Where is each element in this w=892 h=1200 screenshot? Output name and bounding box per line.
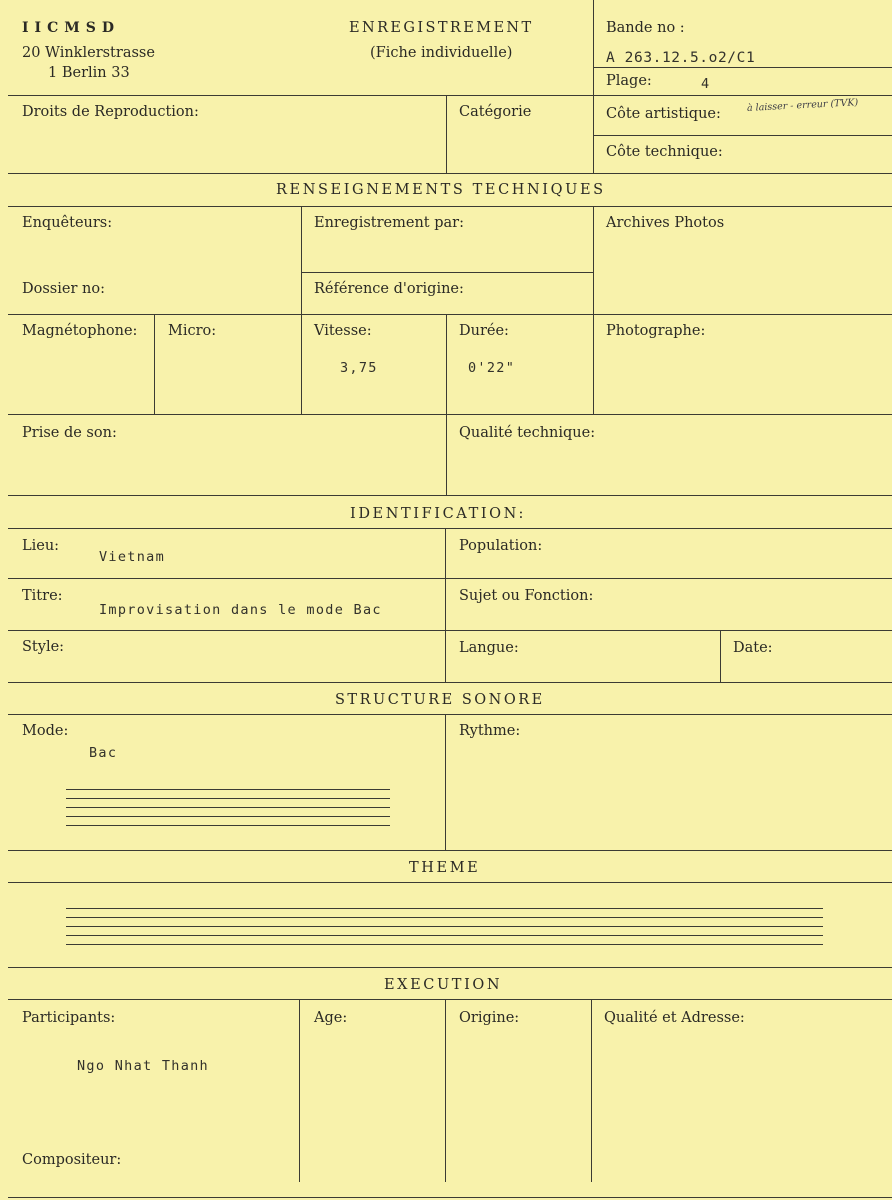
droits-label: Droits de Reproduction: (22, 104, 199, 120)
plage-value: 4 (701, 76, 710, 92)
rule-tech-title (8, 206, 892, 207)
rythme-label: Rythme: (459, 723, 521, 739)
mode-value: Bac (89, 745, 118, 761)
address-line-2: 1 Berlin 33 (48, 65, 130, 81)
rule-exec-title (8, 999, 892, 1000)
langue-label: Langue: (459, 640, 519, 656)
age-label: Age: (314, 1010, 348, 1026)
rule-mode (8, 850, 892, 851)
duree-label: Durée: (459, 323, 509, 339)
rule-tech-top (8, 173, 892, 174)
enregistrement-par-label: Enregistrement par: (314, 215, 464, 231)
origine-label: Origine: (459, 1010, 520, 1026)
photographe-label: Photographe: (606, 323, 706, 339)
magnetophone-label: Magnétophone: (22, 323, 138, 339)
address-line-1: 20 Winklerstrasse (22, 45, 155, 61)
vitesse-value: 3,75 (340, 360, 378, 376)
dossier-label: Dossier no: (22, 281, 105, 297)
rule-titre (8, 630, 892, 631)
population-label: Population: (459, 538, 543, 554)
participants-value: Ngo Nhat Thanh (77, 1058, 209, 1074)
rule-enreg (301, 272, 593, 273)
vline-exec-1 (299, 999, 300, 1182)
rule-magneto (8, 414, 892, 415)
theme-title: THEME (409, 860, 481, 876)
rule-ident-title (8, 528, 892, 529)
qualite-adresse-label: Qualité et Adresse: (604, 1010, 745, 1026)
execution-title: EXECUTION (384, 977, 503, 993)
vline-struct (445, 714, 446, 850)
duree-value: 0'22" (468, 360, 516, 376)
rule-style (8, 682, 892, 683)
rule-bande-value (593, 67, 892, 68)
cote-technique-label: Côte technique: (606, 144, 723, 160)
cote-artistique-note: à laisser - erreur (TVK) (746, 97, 859, 114)
reference-label: Référence d'origine: (314, 281, 464, 297)
date-label: Date: (733, 640, 773, 656)
rule-struct-title (8, 714, 892, 715)
rule-header-bottom (8, 95, 892, 96)
rule-theme-title (8, 882, 892, 883)
vline-vitesse (446, 314, 447, 495)
rule-bottom (8, 1197, 892, 1198)
enqueteurs-label: Enquêteurs: (22, 215, 113, 231)
titre-label: Titre: (22, 588, 63, 604)
bande-label: Bande no : (606, 20, 685, 36)
rule-cote (593, 135, 892, 136)
archives-photos-label: Archives Photos (606, 215, 725, 231)
lieu-label: Lieu: (22, 538, 60, 554)
vline-categorie (446, 95, 447, 173)
rule-theme-bottom (8, 967, 892, 968)
form-title: ENREGISTREMENT (349, 20, 534, 36)
plage-label: Plage: (606, 73, 652, 89)
lieu-value: Vietnam (99, 549, 165, 565)
structure-title: STRUCTURE SONORE (335, 692, 545, 708)
vline-exec-3 (591, 999, 592, 1182)
prise-de-son-label: Prise de son: (22, 425, 117, 441)
vline-header-right (593, 0, 594, 173)
vline-tech-1 (301, 206, 302, 414)
tech-section-title: RENSEIGNEMENTS TECHNIQUES (276, 182, 606, 198)
qualite-technique-label: Qualité technique: (459, 425, 596, 441)
categorie-label: Catégorie (459, 104, 532, 120)
rule-prise (8, 495, 892, 496)
sujet-label: Sujet ou Fonction: (459, 588, 594, 604)
cote-artistique-label: Côte artistique: (606, 106, 721, 122)
form-subtitle: (Fiche individuelle) (370, 45, 513, 61)
micro-label: Micro: (168, 323, 217, 339)
vline-exec-2 (445, 999, 446, 1182)
mode-staff (66, 789, 390, 829)
rule-lieu (8, 578, 892, 579)
vline-date (720, 630, 721, 682)
titre-value: Improvisation dans le mode Bac (99, 602, 382, 618)
compositeur-label: Compositeur: (22, 1152, 122, 1168)
participants-label: Participants: (22, 1010, 116, 1026)
vline-ident (445, 528, 446, 682)
iicmsd-logo: IICMSD (22, 20, 120, 36)
vline-micro (154, 314, 155, 414)
theme-staff (66, 908, 823, 948)
bande-value: A 263.12.5.o2/C1 (606, 50, 756, 66)
mode-label: Mode: (22, 723, 69, 739)
vitesse-label: Vitesse: (314, 323, 372, 339)
vline-tech-2 (593, 206, 594, 414)
identification-title: IDENTIFICATION: (350, 506, 526, 522)
rule-dossier (8, 314, 892, 315)
style-label: Style: (22, 639, 65, 655)
